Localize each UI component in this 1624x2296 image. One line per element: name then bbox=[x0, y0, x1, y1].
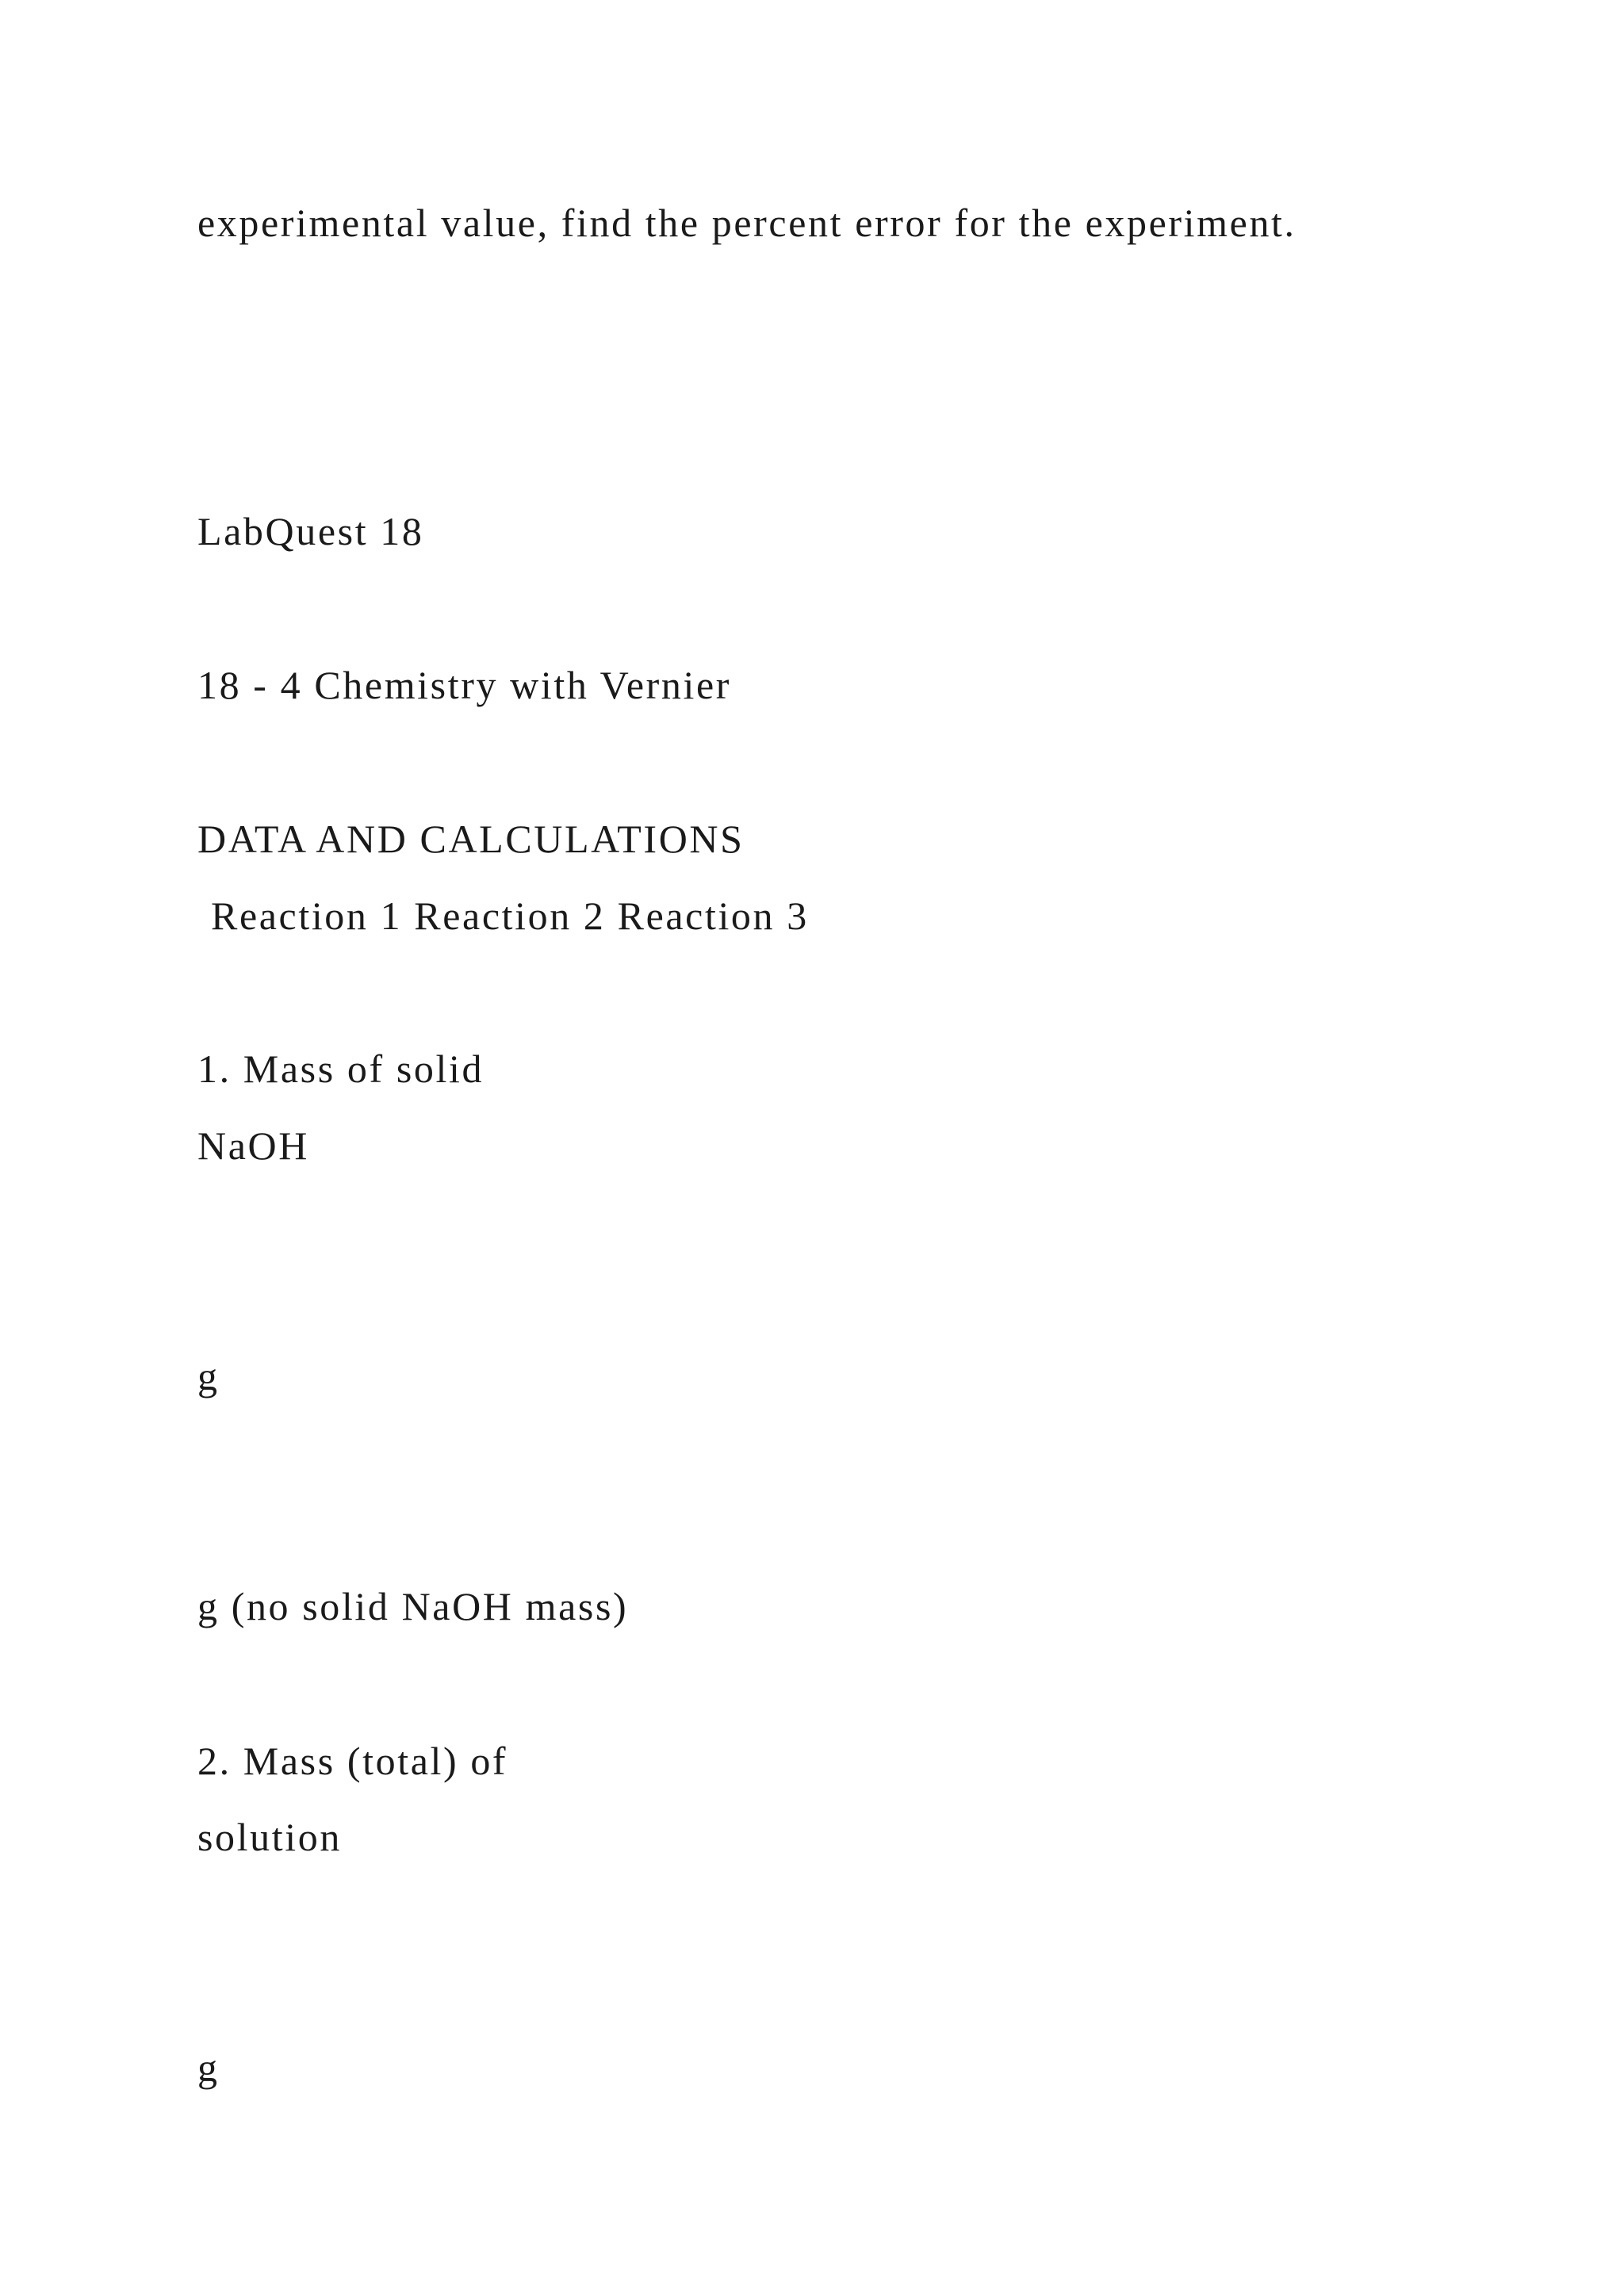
lab-title: LabQuest 18 bbox=[197, 509, 424, 553]
page-label: 18 - 4 Chemistry with Vernier bbox=[197, 663, 732, 707]
item-1-label-line-1: 1. Mass of solid bbox=[197, 1047, 485, 1091]
reaction-columns-header: Reaction 1 Reaction 2 Reaction 3 bbox=[211, 894, 809, 938]
item-2-unit: g bbox=[197, 2045, 220, 2090]
section-title: DATA AND CALCULATIONS bbox=[197, 817, 745, 861]
item-1-unit: g bbox=[197, 1354, 220, 1399]
item-2-label-line-1: 2. Mass (total) of bbox=[197, 1739, 508, 1783]
item-1-label-line-2: NaOH bbox=[197, 1123, 309, 1168]
intro-text: experimental value, find the percent error for the experiment. bbox=[197, 201, 1297, 245]
item-1-unit-note: g (no solid NaOH mass) bbox=[197, 1584, 629, 1628]
item-2-label-line-2: solution bbox=[197, 1815, 342, 1859]
